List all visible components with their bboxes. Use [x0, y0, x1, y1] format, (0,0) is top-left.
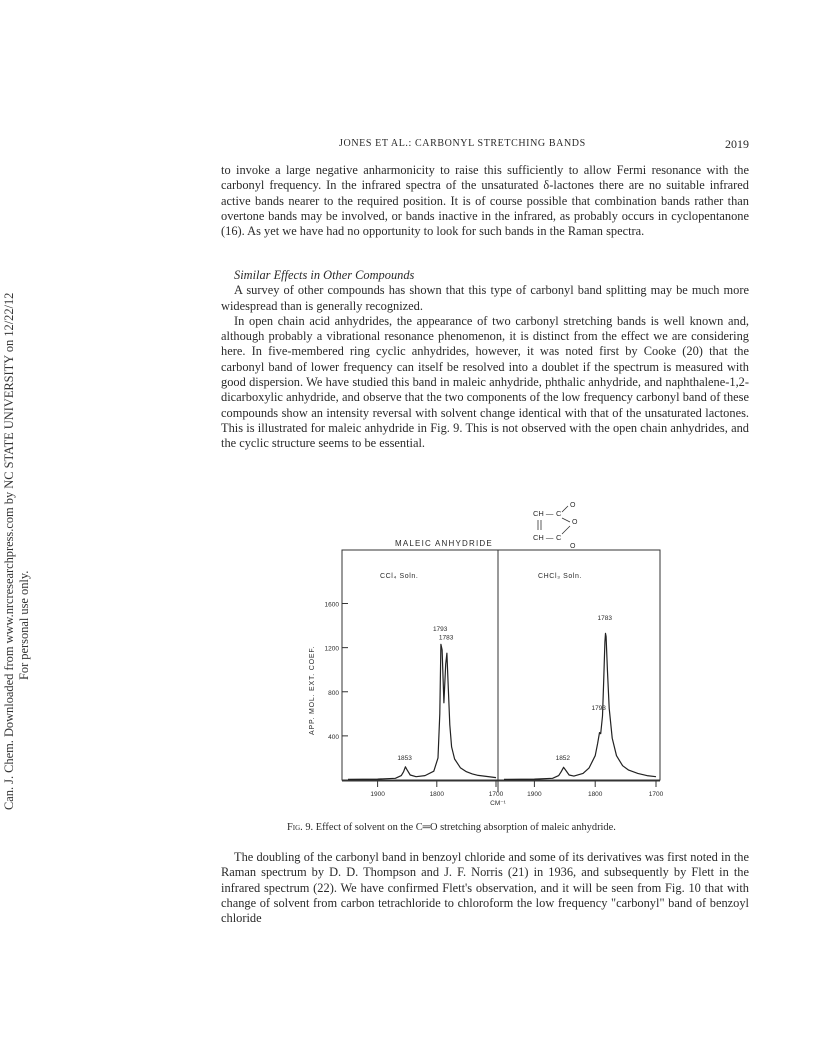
y-tick-label: 1200 — [324, 645, 339, 653]
watermark-line-2: For personal use only. — [17, 570, 31, 680]
running-header — [221, 138, 749, 154]
structure-o-top: O — [570, 502, 576, 509]
x-tick-label: 1800 — [429, 791, 445, 798]
chart-frame — [342, 550, 660, 780]
watermark-line-1: Can. J. Chem. Downloaded from www.nrcresearchpress.com by NC STATE UNIVERSITY on 12/22/12 — [2, 292, 16, 810]
maleic-anhydride-spectrum-chart — [300, 490, 680, 810]
x-tick-label: 1700 — [488, 791, 504, 798]
figure-caption-text: Effect of solvent on the C═O stretching absorption of maleic anhydride. — [315, 822, 616, 833]
paragraph-continued: to invoke a large negative anharmonicity to raise this sufficiently to allow Fermi resonance with the carbonyl frequency. In the infrared spectra of the unsaturated δ-lactones there are no suitable infrared active bands nearer to the required position. It is of course possible that combination bands rather than overtone bands may be involved, or bands inactive in the infrared, as probably occurs in cyclopentanone (16). As yet we have had no opportunity to look for such bands in the Raman spectra. — [221, 163, 749, 239]
y-tick-label: 1600 — [324, 601, 339, 609]
structure-ch-top: CH — — [533, 509, 554, 518]
structure-ring-bond-2 — [562, 526, 570, 534]
structure-ring-bond-1 — [562, 518, 570, 522]
peak-label: 1783 — [597, 614, 613, 622]
text-block-section — [221, 268, 749, 452]
structure-ch-bottom: CH — — [533, 533, 554, 542]
spectrum-curve-1 — [348, 644, 496, 779]
x-tick-label: 1900 — [370, 791, 385, 798]
panel-label-2: CHCl₃ Soln. — [538, 573, 583, 580]
spectrum-curve-2 — [504, 633, 656, 779]
y-tick-label: 800 — [328, 689, 339, 697]
structure-o-ring: O — [572, 519, 578, 526]
figure-9 — [300, 490, 680, 810]
y-tick-label: 400 — [328, 733, 339, 741]
x-tick-label: 1800 — [587, 791, 603, 798]
download-watermark — [0, 240, 30, 810]
panel-label-1: CCl₄ Soln. — [380, 573, 419, 580]
structure-bond-top — [562, 506, 568, 512]
text-block-bottom — [221, 850, 749, 926]
figure-caption-label: Fig. 9. — [287, 822, 314, 833]
structure-c-top: C — [556, 509, 562, 518]
x-axis-label: CM⁻¹ — [490, 800, 506, 807]
paragraph-benzoyl-chloride: The doubling of the carbonyl band in benzoyl chloride and some of its derivatives was first noted in the Raman spectrum by D. D. Thompson and J. F. Norris (21) in 1936, and subsequently by Flett in the infrared spectrum (22). We have confirmed Flett's observation, and it will be seen from Fig. 10 that with change of solvent from carbon tetrachloride to chloroform the low frequency "carbonyl" band of benzoyl chloride — [221, 850, 749, 926]
structure-c-bottom: C — [556, 533, 562, 542]
peak-label: 1853 — [397, 754, 412, 762]
peak-label: 1793 — [432, 625, 448, 633]
figure-caption — [287, 822, 616, 833]
structure-o-bottom: O — [570, 543, 576, 550]
running-title: JONES ET AL.: CARBONYL STRETCHING BANDS — [339, 138, 586, 149]
text-block-top — [221, 163, 749, 239]
peak-label: 1783 — [438, 634, 454, 642]
paragraph-anhydrides: In open chain acid anhydrides, the appearance of two carbonyl stretching bands is well known and, although probably a vibrational resonance phenomenon, it is distinct from the effect we are considering here. In five-membered ring cyclic anhydrides, however, it was noted first by Cooke (20) that the carbonyl band of lower frequency can itself be resolved into a doublet if the spectrum is measured with good dispersion. We have studied this band in maleic anhydride, phthalic anhydride, and naphthalene-1,2-dicarboxylic anhydride, and observe that the two components of the low frequency carbonyl band of these compounds show an intensity reversal with solvent change identical with that of the unsaturated lactones. This is illustrated for maleic anhydride in Fig. 9. This is not observed with the open chain anhydrides, and the cyclic structure seems to be essential. — [221, 313, 749, 451]
peak-label: 1793 — [591, 705, 606, 713]
paragraph-survey: A survey of other compounds has shown that this type of carbonyl band splitting may be much more widespread than is generally recognized. — [221, 283, 749, 313]
peak-label: 1852 — [555, 754, 571, 762]
section-heading: Similar Effects in Other Compounds — [234, 268, 415, 282]
y-axis-label: APP. MOL. EXT. COEF. — [309, 645, 316, 735]
x-tick-label: 1900 — [527, 791, 542, 798]
page-number: 2019 — [725, 137, 749, 151]
x-tick-label: 1700 — [648, 791, 664, 798]
chart-title: MALEIC ANHYDRIDE — [395, 539, 493, 548]
